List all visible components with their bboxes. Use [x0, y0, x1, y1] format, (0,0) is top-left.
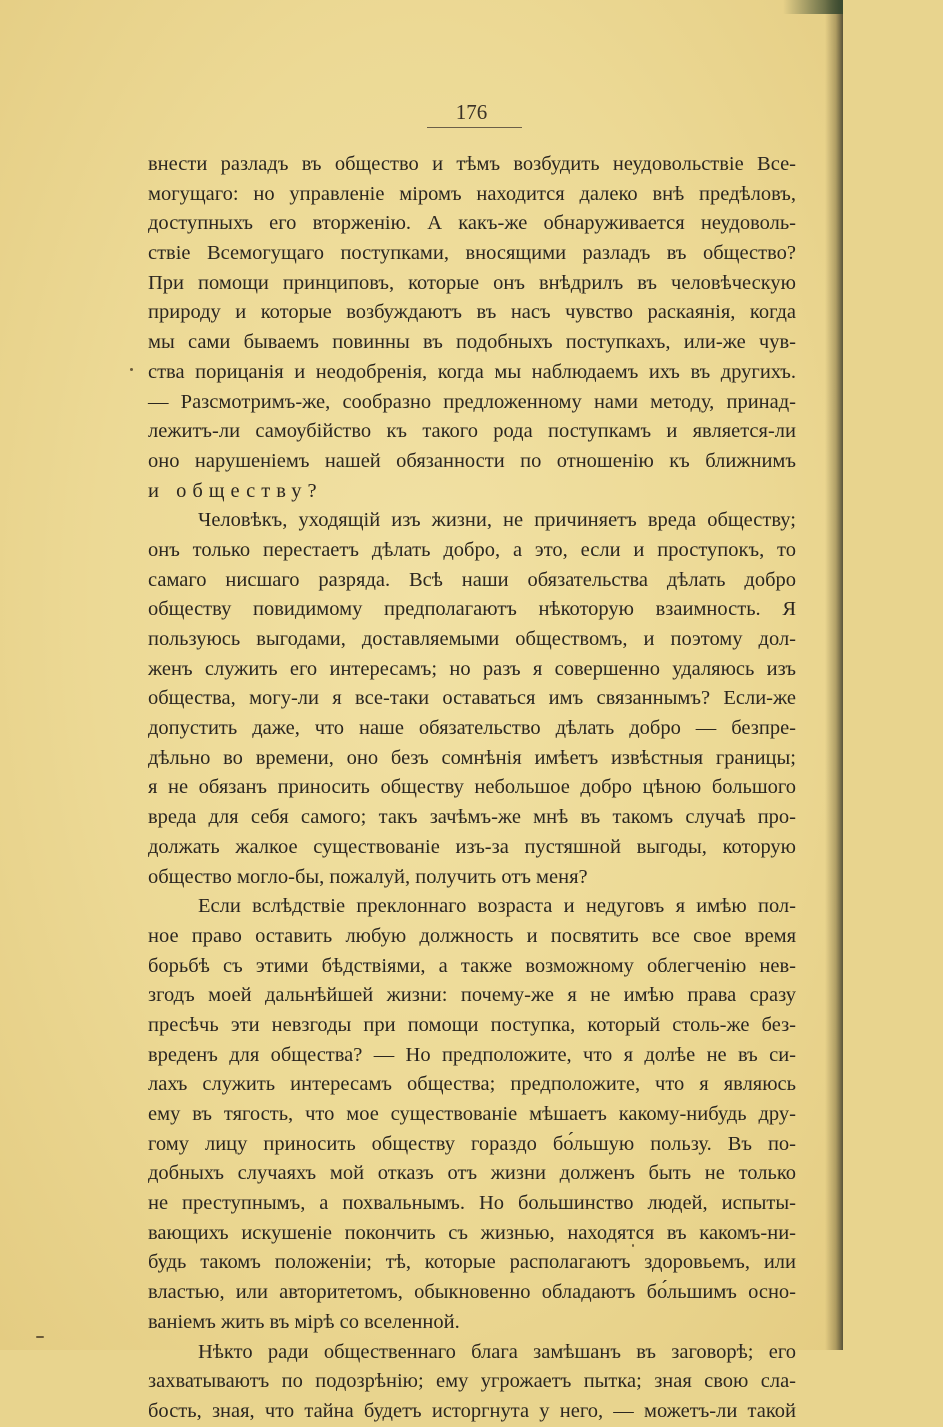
text-line: дѣльно во времени, оно безъ сомнѣнія имѣетъ извѣстныя границы; [148, 746, 796, 769]
text-line: должать жалкое существованіе изъ-за пустяшной выгоды, которую [148, 835, 796, 858]
text-line: гому лицу приносить обществу гораздо бо́льшую пользу. Въ по- [148, 1132, 796, 1155]
text-line: женъ служить его интересамъ; но разъ я совершенно удаляюсь изъ [148, 657, 796, 680]
text-line: лежитъ-ли самоубійство къ такого рода поступкамъ и является-ли [148, 420, 796, 443]
text-line: онъ только перестаетъ дѣлать добро, а это, если и проступокъ, то [148, 538, 796, 561]
text-line: властью, или авторитетомъ, обыкновенно обладаютъ бо́льшимъ осно- [148, 1281, 796, 1304]
text-line: оно нарушеніемъ нашей обязанности по отношенію къ ближнимъ [148, 449, 796, 472]
text-line: вреда для себя самого; такъ зачѣмъ-же мнѣ въ такомъ случаѣ про- [148, 806, 796, 829]
text-line: ствіе Всемогущаго поступками, вносящими разладъ въ общество? [148, 242, 796, 265]
text-line: допустить даже, что наше обязательство дѣлать добро — безпре- [148, 717, 796, 740]
page-edge-shadow [825, 0, 843, 1350]
text-line: ства порицанія и неодобренія, когда мы наблюдаемъ ихъ въ другихъ. [148, 360, 796, 383]
paper-speck [36, 1336, 44, 1338]
text-line: ему въ тягость, что мое существованіе мѣшаетъ какому-нибудь дру- [148, 1103, 796, 1125]
text-line: общества, могу-ли я все-таки оставаться имъ связаннымъ? Если-же [148, 687, 796, 710]
text-line: вреденъ для общества? — Но предположите, что я долѣе не въ си- [148, 1043, 796, 1066]
text-line: пользуюсь выгодами, доставляемыми обществомъ, и поэтому дол- [148, 628, 796, 650]
text-line: захватываютъ по подозрѣнію; ему угрожаетъ пытка; зная свою сла- [148, 1370, 796, 1393]
text-line: борьбѣ съ этими бѣдствіями, а также возможному облегченію нев- [148, 954, 796, 977]
text-line: не преступнымъ, а похвальнымъ. Но большинство людей, испыты- [148, 1192, 796, 1215]
text-line: лахъ служить интересамъ общества; предположите, что я являюсь [148, 1073, 796, 1096]
text-line: добныхъ случаяхъ мой отказъ отъ жизни долженъ быть не только [148, 1162, 796, 1185]
text-line: пресѣчь эти невзгоды при помощи поступка, который столь-же без- [148, 1013, 796, 1036]
paragraph-start: Если вслѣдствіе преклоннаго возраста и недуговъ я имѣю пол- [198, 895, 796, 918]
text-line: самаго нисшаго разряда. Всѣ наши обязательства дѣлать добро [148, 568, 796, 591]
text-line: згодъ моей дальнѣйшей жизни: почему-же я не имѣю права сразу [148, 984, 796, 1007]
text-line: — Разсмотримъ-же, сообразно предложенному нами методу, принад- [148, 390, 796, 413]
page-corner-shadow [783, 0, 843, 14]
text-line: При помощи принциповъ, которые онъ внѣдрилъ въ человѣческую [148, 271, 796, 294]
text-line: обществу повидимому предполагаютъ нѣкоторую взаимность. Я [148, 598, 796, 621]
text-line: бость, зная, что тайна будетъ исторгнута у него, — можетъ-ли такой [148, 1399, 796, 1422]
text-line: будь такомъ положеніи; тѣ, которые располагаютъ здоровьемъ, или [148, 1251, 796, 1274]
text-line: могущаго: но управленіе міромъ находится далеко внѣ предѣловъ, [148, 182, 796, 205]
text-line: мы сами бываемъ повинны въ подобныхъ поступкахъ, или-же чув- [148, 331, 796, 354]
paragraph-start: Человѣкъ, уходящій изъ жизни, не причиняетъ вреда обществу; [198, 509, 796, 532]
text-line: ваніемъ жить въ мірѣ со вселенной. [148, 1310, 460, 1333]
page-number: 176 [455, 100, 488, 124]
body-text [148, 150, 796, 1427]
text-line: я не обязанъ приносить обществу небольшое добро цѣною большого [148, 776, 796, 799]
text-line: природу и которые возбуждаютъ въ насъ чувство раскаянія, когда [148, 301, 796, 324]
text-line: и обществу? [148, 479, 323, 502]
text-line: ное право оставить любую должность и посвятить все свое время [148, 924, 796, 947]
paper-speck [632, 1244, 634, 1247]
text-line: доступныхъ его вторженію. А какъ-же обнаруживается неудоволь- [148, 212, 796, 235]
paper-speck [130, 368, 133, 371]
text-line: общество могло-бы, пожалуй, получить отъ меня? [148, 865, 588, 888]
text-line: внести разладъ въ общество и тѣмъ возбудить неудовольствіе Все- [148, 153, 796, 175]
paragraph-start: Нѣкто ради общественнаго блага замѣшанъ въ заговорѣ; его [198, 1340, 796, 1363]
page-number-rule [427, 127, 522, 128]
text-line: вающихъ искушеніе покончить съ жизнью, находятся въ какомъ-ни- [148, 1221, 796, 1244]
